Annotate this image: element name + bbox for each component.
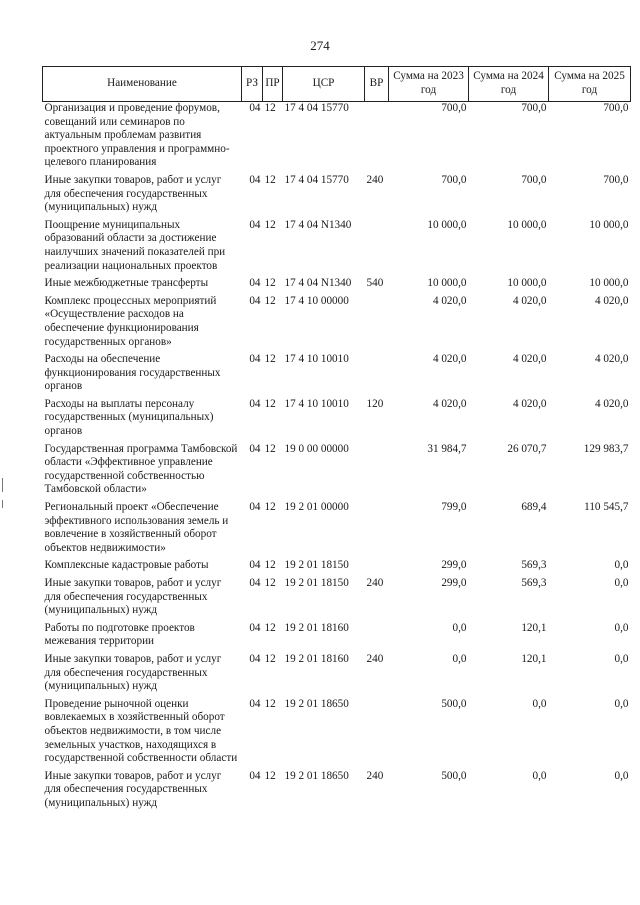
- cell-sum-2025: 0,0: [614, 652, 629, 665]
- cell-sum-2024: 4 020,0: [512, 294, 547, 307]
- cell-pr: 12: [264, 173, 276, 186]
- cell-sum-2024: 569,3: [521, 559, 547, 572]
- cell-csr: 17 4 04 15770: [284, 173, 349, 186]
- header-csr: ЦСР: [283, 67, 365, 102]
- cell-sum-2023: 500,0: [441, 769, 467, 782]
- cell-sum-2024: 26 070,7: [507, 442, 547, 455]
- cell-sum-2023: 10 000,0: [427, 277, 467, 290]
- cell-rz: 04: [249, 577, 261, 589]
- header-sum-2023: Сумма на 2023 год: [389, 67, 469, 102]
- cell-sum-2023: 0,0: [452, 621, 467, 634]
- cell-vr: 540: [366, 277, 384, 290]
- cell-rz: 04: [249, 173, 261, 186]
- cell-name: Иные закупки товаров, работ и услуг для обеспечения государственных (муниципальных) нужд: [44, 769, 222, 809]
- cell-pr: 12: [264, 218, 276, 231]
- header-name: Наименование: [43, 67, 242, 102]
- cell-rz: 04: [249, 397, 261, 410]
- cell-vr: [365, 102, 389, 174]
- cell-name: Работы по подготовке проектов межевания территории: [44, 621, 195, 648]
- table-row: [43, 277, 631, 295]
- cell-sum-2025: 4 020,0: [594, 353, 629, 366]
- cell-csr: 17 4 04 15770: [284, 102, 349, 114]
- cell-csr: 17 4 10 00000: [284, 294, 349, 307]
- cell-vr: [365, 219, 389, 277]
- cell-sum-2024: 0,0: [532, 769, 547, 782]
- cell-name: Иные межбюджетные трансферты: [44, 277, 209, 290]
- cell-rz: 04: [249, 621, 261, 634]
- table-row: [43, 398, 631, 443]
- cell-name: Организация и проведение форумов, совещаний или семинаров по актуальным проблемам развития проектного управления и программно-целевого планирования: [44, 102, 230, 169]
- cell-name: Расходы на обеспечение функционирования государственных органов: [44, 353, 221, 393]
- cell-vr: 240: [366, 769, 384, 782]
- header-rz: РЗ: [242, 67, 263, 102]
- cell-sum-2023: 4 020,0: [432, 353, 467, 366]
- cell-sum-2024: 0,0: [532, 697, 547, 710]
- table-row: [43, 174, 631, 219]
- cell-pr: 12: [264, 621, 276, 634]
- cell-sum-2024: 120,1: [521, 652, 547, 665]
- cell-pr: 12: [264, 294, 276, 307]
- table-header-row: [43, 67, 631, 102]
- cell-csr: 19 2 01 00000: [284, 501, 349, 514]
- cell-name: Расходы на выплаты персоналу государственных (муниципальных) органов: [44, 397, 214, 438]
- cell-vr: 240: [366, 173, 384, 186]
- header-sum-2024: Сумма на 2024 год: [469, 67, 549, 102]
- table-row: [43, 353, 631, 398]
- cell-rz: 04: [249, 277, 261, 290]
- page-number: 274: [310, 38, 330, 53]
- cell-pr: 12: [264, 769, 276, 782]
- cell-sum-2025: 0,0: [614, 621, 629, 634]
- cell-vr: [365, 443, 389, 501]
- table-row: [43, 577, 631, 622]
- cell-csr: 19 2 01 18150: [284, 559, 349, 572]
- cell-rz: 04: [249, 697, 261, 710]
- cell-sum-2023: 299,0: [441, 559, 467, 572]
- cell-name: Иные закупки товаров, работ и услуг для обеспечения государственных (муниципальных) нужд: [44, 173, 222, 214]
- cell-sum-2025: 700,0: [603, 173, 629, 186]
- cell-name: Иные закупки товаров, работ и услуг для обеспечения государственных (муниципальных) нужд: [44, 577, 222, 617]
- cell-csr: 19 2 01 18150: [284, 577, 349, 589]
- cell-rz: 04: [249, 769, 261, 782]
- cell-sum-2024: 700,0: [521, 173, 547, 186]
- cell-name: Региональный проект «Обеспечение эффективного использования земель и вовлечение в хозяйственный оборот объектов недвижимости»: [44, 501, 229, 554]
- cell-vr: [365, 353, 389, 398]
- cell-sum-2025: 110 545,7: [584, 501, 629, 514]
- cell-pr: 12: [264, 652, 276, 665]
- table-row: [43, 443, 631, 501]
- cell-rz: 04: [249, 218, 261, 231]
- cell-pr: 12: [264, 559, 276, 572]
- cell-pr: 12: [264, 442, 276, 455]
- header-sum-2025: Сумма на 2025 год: [549, 67, 631, 102]
- cell-sum-2025: 0,0: [614, 697, 629, 710]
- cell-sum-2025: 0,0: [614, 769, 629, 782]
- cell-name: Комплексные кадастровые работы: [44, 559, 209, 572]
- cell-sum-2023: 500,0: [441, 697, 467, 710]
- cell-csr: 17 4 10 10010: [284, 397, 349, 410]
- cell-csr: 17 4 04 N1340: [284, 277, 352, 290]
- cell-vr: [365, 698, 389, 770]
- table-row: [43, 295, 631, 353]
- cell-csr: 19 2 01 18160: [284, 621, 349, 634]
- cell-rz: 04: [249, 501, 261, 514]
- cell-vr: [365, 559, 389, 577]
- cell-sum-2025: 10 000,0: [589, 218, 629, 231]
- table-row: [43, 102, 631, 174]
- cell-sum-2024: 689,4: [521, 501, 547, 514]
- cell-sum-2025: 4 020,0: [594, 294, 629, 307]
- cell-name: Комплекс процессных мероприятий «Осуществление расходов на обеспечение функционирования государственных органов»: [44, 294, 217, 348]
- cell-sum-2024: 4 020,0: [512, 397, 547, 410]
- cell-name: Государственная программа Тамбовской области «Эффективное управление государственной собственностью Тамбовской области»: [44, 442, 238, 496]
- cell-name: Поощрение муниципальных образований области за достижение наилучших значений показателей при реализации национальных проектов: [44, 218, 226, 272]
- cell-vr: [365, 622, 389, 653]
- cell-sum-2023: 0,0: [452, 652, 467, 665]
- cell-sum-2023: 799,0: [441, 501, 467, 514]
- cell-vr: 240: [366, 652, 384, 665]
- cell-sum-2024: 120,1: [521, 621, 547, 634]
- cell-sum-2024: 10 000,0: [507, 218, 547, 231]
- cell-rz: 04: [249, 294, 261, 307]
- budget-table: [42, 66, 631, 815]
- table-body: [43, 102, 631, 815]
- cell-rz: 04: [249, 559, 261, 572]
- cell-pr: 12: [264, 353, 276, 366]
- cell-sum-2023: 4 020,0: [432, 397, 467, 410]
- cell-pr: 12: [264, 697, 276, 710]
- cell-vr: 120: [366, 397, 384, 410]
- table-row: [43, 501, 631, 559]
- cell-csr: 17 4 04 N1340: [284, 218, 352, 231]
- cell-sum-2025: 4 020,0: [594, 397, 629, 410]
- cell-sum-2025: 0,0: [614, 577, 629, 589]
- cell-sum-2024: 700,0: [521, 102, 547, 114]
- cell-sum-2025: 129 983,7: [583, 442, 629, 455]
- cell-sum-2024: 10 000,0: [507, 277, 547, 290]
- table-row: [43, 559, 631, 577]
- cell-pr: 12: [264, 277, 276, 290]
- cell-sum-2025: 0,0: [614, 559, 629, 572]
- cell-sum-2024: 4 020,0: [512, 353, 547, 366]
- table-row: [43, 622, 631, 653]
- cell-name: Проведение рыночной оценки вовлекаемых в хозяйственный оборот объектов недвижимости, в том числе земельных участков, находящихся в государственной собственности области: [44, 697, 238, 765]
- cell-vr: [365, 501, 389, 559]
- scan-edge-mark: [2, 478, 3, 492]
- cell-name: Иные закупки товаров, работ и услуг для обеспечения государственных (муниципальных) нужд: [44, 652, 222, 693]
- cell-sum-2023: 299,0: [441, 577, 467, 589]
- cell-rz: 04: [249, 353, 261, 366]
- cell-sum-2025: 700,0: [603, 102, 629, 114]
- cell-sum-2024: 569,3: [521, 577, 547, 589]
- cell-vr: 240: [366, 577, 384, 589]
- table-row: [43, 770, 631, 815]
- cell-pr: 12: [264, 501, 276, 514]
- cell-vr: [365, 295, 389, 353]
- cell-csr: 19 2 01 18160: [284, 652, 349, 665]
- table-row: [43, 698, 631, 770]
- cell-csr: 17 4 10 10010: [284, 353, 349, 366]
- cell-sum-2023: 700,0: [441, 173, 467, 186]
- cell-pr: 12: [264, 397, 276, 410]
- cell-sum-2023: 4 020,0: [432, 294, 467, 307]
- cell-csr: 19 0 00 00000: [284, 442, 349, 455]
- header-vr: ВР: [365, 67, 389, 102]
- cell-rz: 04: [249, 442, 261, 455]
- cell-csr: 19 2 01 18650: [284, 697, 349, 710]
- table-row: [43, 219, 631, 277]
- header-pr: ПР: [263, 67, 283, 102]
- table-row: [43, 653, 631, 698]
- cell-sum-2023: 10 000,0: [427, 218, 467, 231]
- cell-rz: 04: [249, 652, 261, 665]
- cell-sum-2023: 31 984,7: [427, 442, 467, 455]
- cell-csr: 19 2 01 18650: [284, 769, 349, 782]
- cell-sum-2023: 700,0: [441, 102, 467, 114]
- cell-pr: 12: [264, 102, 276, 114]
- cell-rz: 04: [249, 102, 261, 114]
- scan-edge-mark: [2, 500, 3, 508]
- cell-sum-2025: 10 000,0: [589, 277, 629, 290]
- cell-pr: 12: [264, 577, 276, 589]
